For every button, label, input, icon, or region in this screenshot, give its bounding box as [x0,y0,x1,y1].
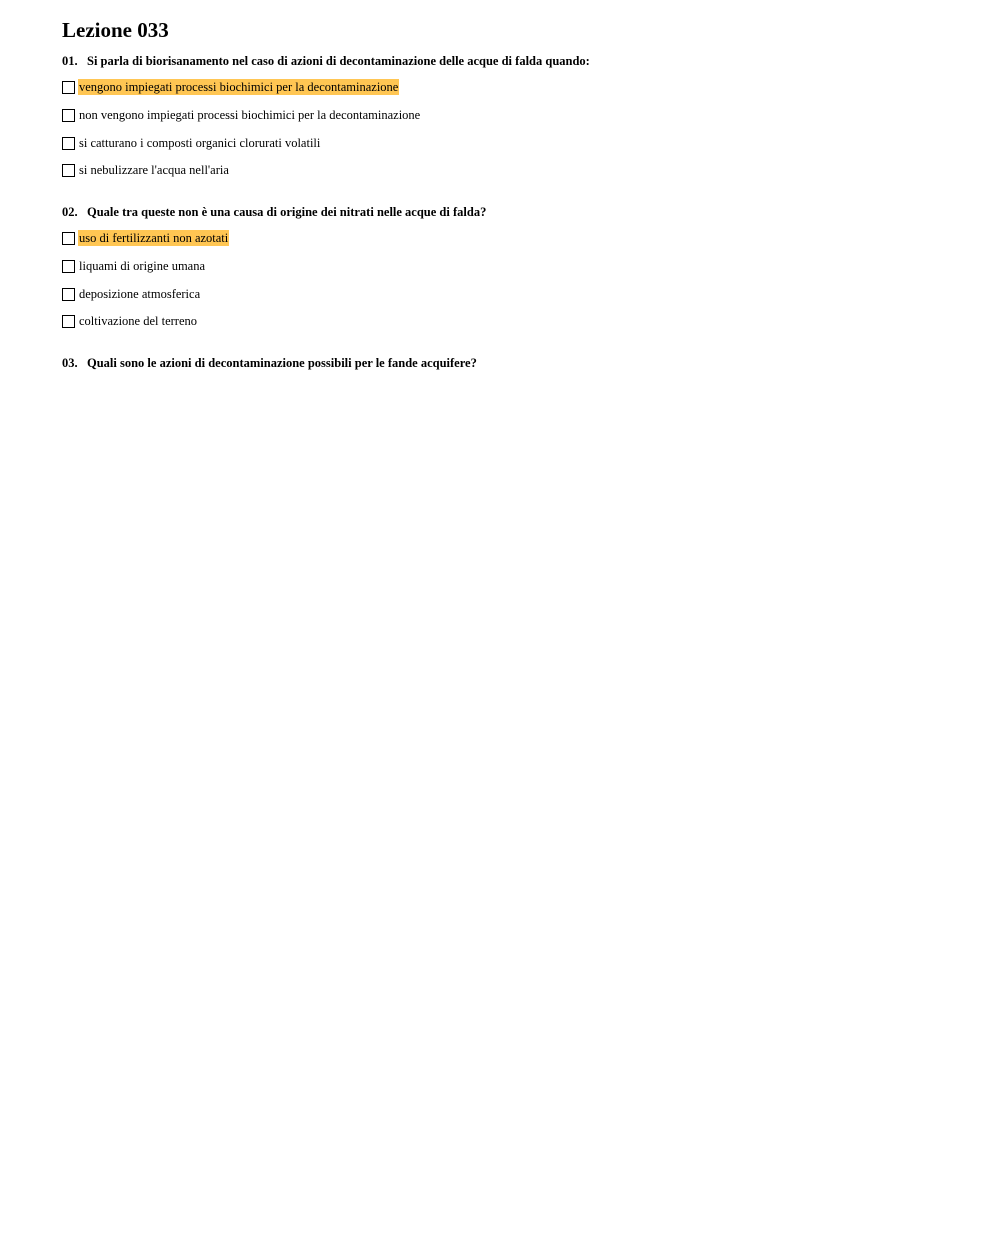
question-03 [62,355,477,371]
option-q2-d[interactable] [62,313,198,329]
question-text: Si parla di biorisanamento nel caso di azioni di decontaminazione delle acque di falda quando: [87,54,590,68]
checkbox[interactable] [62,81,75,94]
option-text: deposizione atmosferica [79,287,201,301]
question-number: 02. [62,205,78,219]
option-q1-c[interactable] [62,135,321,151]
checkbox[interactable] [62,109,75,122]
question-number: 03. [62,356,78,370]
checkbox[interactable] [62,232,75,245]
lesson-title: Lezione 033 [62,18,169,42]
checkbox[interactable] [62,137,75,150]
checkbox[interactable] [62,315,75,328]
option-text-highlighted: vengono impiegati processi biochimici per la decontaminazione [79,80,399,94]
option-text: liquami di origine umana [79,259,206,273]
option-text-highlighted: uso di fertilizzanti non azotati [79,231,229,245]
option-text: non vengono impiegati processi biochimici per la decontaminazione [79,108,421,122]
question-text: Quali sono le azioni di decontaminazione possibili per le fande acquifere? [87,356,477,370]
option-q2-b[interactable] [62,258,206,274]
question-01 [62,53,590,69]
option-q1-b[interactable] [62,107,421,123]
question-text: Quale tra queste non è una causa di origine dei nitrati nelle acque di falda? [87,205,487,219]
option-q2-a[interactable] [62,230,229,246]
question-number: 01. [62,54,78,68]
checkbox[interactable] [62,260,75,273]
checkbox[interactable] [62,288,75,301]
option-q1-a[interactable] [62,79,399,95]
option-text: coltivazione del terreno [79,314,197,328]
option-q2-c[interactable] [62,286,201,302]
question-02 [62,204,486,220]
option-q1-d[interactable] [62,162,230,178]
option-text: si catturano i composti organici clorurati volatili [79,136,321,150]
checkbox[interactable] [62,164,75,177]
option-text: si nebulizzare l'acqua nell'aria [79,163,229,177]
